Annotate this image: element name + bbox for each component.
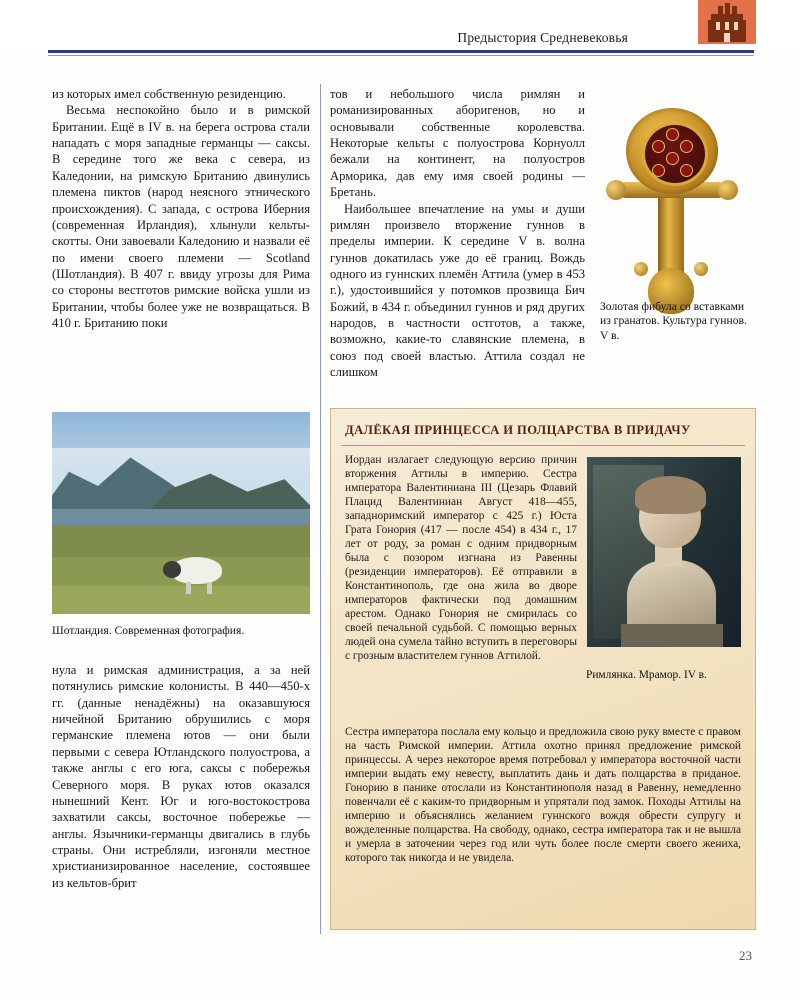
page-number: 23 bbox=[739, 948, 752, 963]
garnet-gem bbox=[652, 140, 665, 153]
header-rule bbox=[48, 50, 754, 53]
paragraph: тов и небольшого числа римлян и романизированных аборигенов, но и основывали собственные королевства. Некоторые кельты с полуострова Корнуолл бежали на континент, на полуостров Арморика, дав ему имя своей родины — Бретань. bbox=[330, 87, 585, 200]
sheep-leg-icon bbox=[186, 582, 191, 594]
sidebar-text-wide: Сестра императора послала ему кольцо и предложила свою руку вместе с правом на часть Римской империи. Аттила охотно принял предложение римской принцессы. А через некоторое время потребовал у императора восточной части империи выдать ему невесту, выплатить дань и дать полцарства в приданое. Гонорию в панике отослали из Константинополя назад в Равенну, немедленно повенчали её с каким-то придворным и упрятали под замок. Походы Аттилы на империю и объяснялись желанием гуннского вождя обрести супругу и вожделенные полцарства. На свободу, однако, сестра императора так и не вышла и умерла в заточении через год или чуть более после смерти своего жениха, которого так никогда и не увидела. bbox=[345, 726, 741, 865]
running-title: Предыстория Средневековья bbox=[457, 30, 628, 45]
sheep-leg-icon bbox=[207, 582, 212, 594]
column-divider bbox=[320, 84, 321, 934]
fibula-foot-knob-right bbox=[694, 262, 708, 276]
left-column-text-lower bbox=[52, 662, 310, 891]
garnet-gem bbox=[680, 140, 693, 153]
header-rule-thin bbox=[48, 55, 754, 56]
sheep-head-icon bbox=[163, 561, 181, 577]
sidebar-title: ДАЛЁКАЯ ПРИНЦЕССА И ПОЛЦАРСТВА В ПРИДАЧУ bbox=[345, 423, 691, 437]
castle-emblem-icon bbox=[698, 0, 756, 44]
garnet-gem bbox=[652, 164, 665, 177]
fibula-knob-left bbox=[606, 180, 626, 200]
bust-hair bbox=[635, 476, 706, 514]
sidebar-title-rule bbox=[341, 445, 745, 446]
marble-bust-photo bbox=[587, 457, 741, 647]
paragraph: Весьма неспокойно было и в римской Британии. Ещё в IV в. на берега острова стали нападать с моря западные германцы — саксы. В середине того же века с севера, из Каледонии, на римскую Британию двинулись племена пиктов (народ неясного этнического происхождения). С запада, с острова Иберния (современная Ирландия), хлынули кельты-скотты. Они завоевали Каледонию и назвали её по имени своего племени — Scotland (Шотландия). В 407 г. ввиду угрозы для Рима со стороны вестготов римские войска ушли из Британии, чтобы более уже не возвращаться. В 410 г. Британию поки bbox=[52, 103, 310, 331]
left-column-text bbox=[52, 86, 310, 331]
scotland-photo-caption: Шотландия. Современная фотография. bbox=[52, 624, 245, 637]
paragraph: Наибольшее впечатление на умы и души римлян произвело вторжение гуннов в пределы империи. К середине V в. волна гуннов докатилась уже до её границ. Вождь одного из гуннских племён Аттила (умер в 453 г.), удостоившийся у потомков прозвища Бич Божий, в 434 г. объединил гуннов и ряд других народов, в частности остготов, а также, возможно, какие-то славянские племена, в союз под своей властью. Аттила создал не слишком bbox=[330, 201, 585, 380]
gold-fibula-artifact bbox=[600, 86, 752, 336]
sidebar-text-narrow: Иордан излагает следующую версию причин вторжения Аттилы в империю. Сестра императора Валентиниана III (Цезарь Флавий Плацид Валентиниан Август 418—455, западноримский император с 425 г.) Юста Грата Гонория (417 — после 454) в 434 г., 17 лет от роду, за роман с одним придворным была с позором изгнана из Равенны (резиденции императоров). Её отправили в Константинополь, где она жила во дворе императоров фактически под домашним арестом. Однако Гонория не смирилась со своей печальной судьбой. С помощью верных людей она сумела тайно вступить в переговоры с грозным властителем гуннов Аттилой. bbox=[345, 454, 577, 663]
photo-field-foreground bbox=[52, 586, 310, 614]
fibula-knob-right bbox=[718, 180, 738, 200]
fibula-stem bbox=[658, 186, 684, 272]
garnet-gem bbox=[666, 152, 679, 165]
castle-emblem-svg bbox=[698, 0, 756, 44]
fibula-caption: Золотая фибула со вставками из гранатов. Культура гуннов. V в. bbox=[600, 300, 747, 342]
bust-caption: Римлянка. Мрамор. IV в. bbox=[586, 669, 707, 681]
photo-field-mid bbox=[52, 525, 310, 561]
paragraph: нула и римская администрация, а за ней потянулись римские колонисты. В 440—450-х гг. (данные ненадёжны) на оказавшуюся ничейной Британию обрушились с моря германские племена ютов — они были первыми с севера Ютландского полуострова, а также англы с его юга, саксы с побережья Северного моря. В руках ютов оказался нынешний Кент. Юг и юго-востокострова захватили саксы, восточное побережье — англы. Язычники-германцы двигались в глубь страны. Они истребляли, изгоняли местное христианизированное население, состоявшее из кельтов-брит bbox=[52, 663, 310, 890]
garnet-gem bbox=[666, 128, 679, 141]
landscape-photo bbox=[52, 412, 310, 614]
bust-pedestal bbox=[621, 624, 723, 647]
middle-column-text bbox=[330, 86, 585, 380]
garnet-gem bbox=[680, 164, 693, 177]
fibula-foot-knob-left bbox=[634, 262, 648, 276]
page-header bbox=[0, 0, 800, 52]
paragraph: из которых имел собственную резиденцию. bbox=[52, 87, 286, 101]
